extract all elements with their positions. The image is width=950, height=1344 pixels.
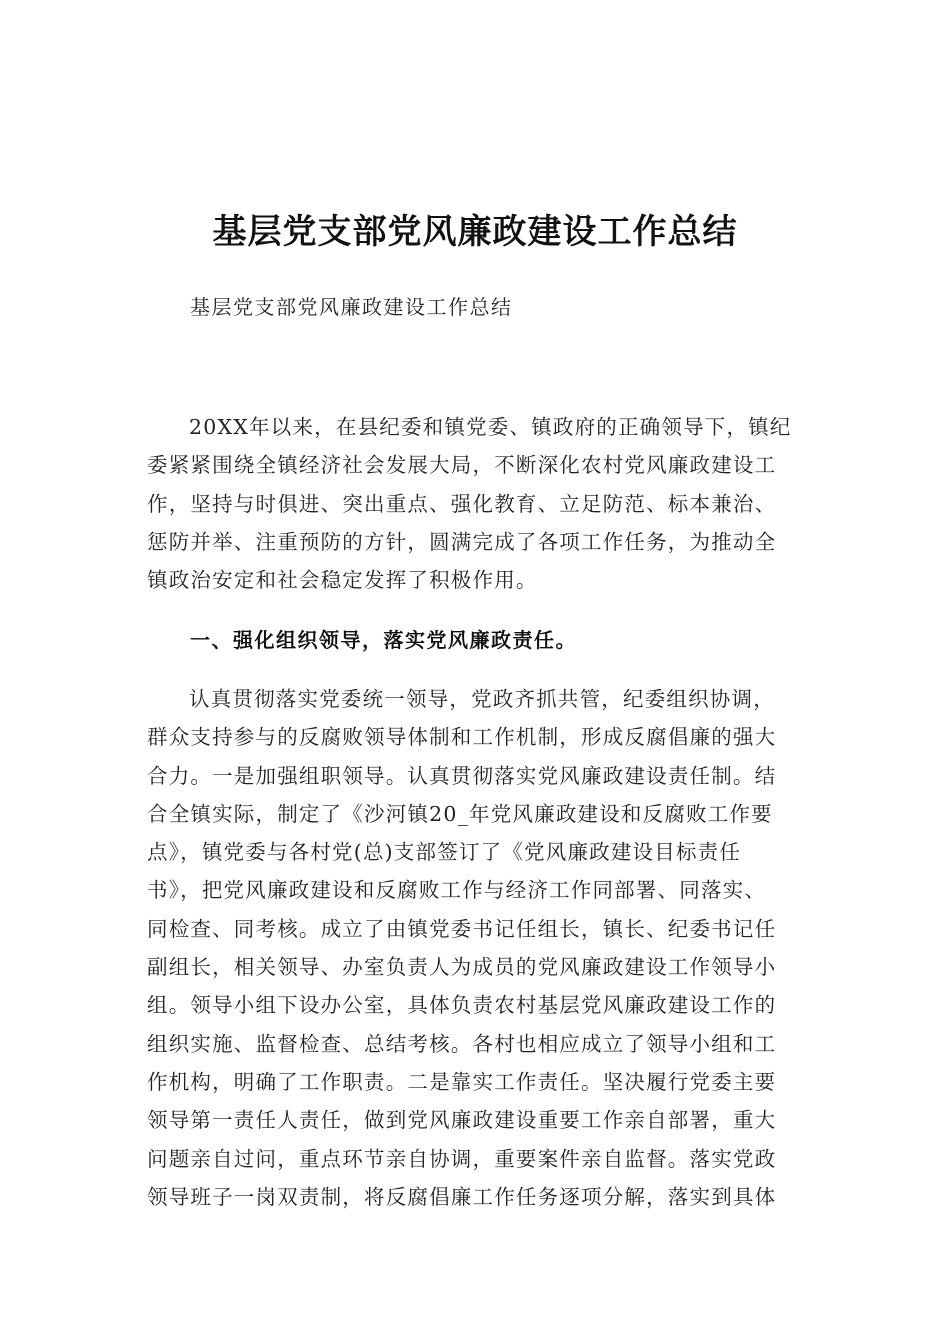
paragraph-line: 点》，镇党委与各村党(总)支部签订了《党风廉政建设目标责任 [147, 840, 742, 865]
paragraph-line: 问题亲自过问，重点环节亲自协调，重要案件亲自监督。落实党政 [147, 1146, 777, 1171]
paragraph-line: 组织实施、监督检查、总结考核。各村也相应成立了领导小组和工 [147, 1031, 777, 1056]
paragraph-line: 组。领导小组下设办公室，具体负责农村基层党风廉政建设工作的 [147, 993, 777, 1018]
paragraph-line: 同检查、同考核。成立了由镇党委书记任组长，镇长、纪委书记任 [147, 916, 777, 941]
section-paragraph [147, 680, 799, 1216]
paragraph-line: 镇政治安定和社会稳定发挥了积极作用。 [147, 568, 538, 593]
paragraph-line: 副组长，相关领导、办室负责人为成员的党风廉政建设工作领导小 [147, 955, 777, 980]
paragraph-line: 作机构，明确了工作职责。二是靠实工作责任。坚决履行党委主要 [147, 1069, 777, 1094]
paragraph-line: 认真贯彻落实党委统一领导，党政齐抓共管，纪委组织协调， [189, 687, 775, 711]
paragraph-line: 惩防并举、注重预防的方针，圆满完成了各项工作任务，为推动全 [147, 529, 777, 554]
intro-paragraph [147, 408, 799, 599]
document-title: 基层党支部党风廉政建设工作总结 [212, 212, 738, 252]
paragraph-line: 领导班子一岗双责制，将反腐倡廉工作任务逐项分解，落实到具体 [147, 1184, 777, 1209]
document-subtitle: 基层党支部党风廉政建设工作总结 [190, 295, 513, 319]
paragraph-line: 领导第一责任人责任，做到党风廉政建设重要工作亲自部署，重大 [147, 1108, 777, 1133]
paragraph-line: 合全镇实际，制定了《沙河镇20_年党风廉政建设和反腐败工作要 [147, 801, 773, 826]
paragraph-line: 书》，把党风廉政建设和反腐败工作与经济工作同部署、同落实、 [147, 878, 767, 903]
paragraph-line: 作，坚持与时俱进、突出重点、强化教育、立足防范、标本兼治、 [147, 491, 777, 516]
paragraph-line: 委紧紧围绕全镇经济社会发展大局，不断深化农村党风廉政建设工 [147, 453, 777, 478]
section-heading: 一、强化组织领导，落实党风廉政责任。 [190, 628, 577, 652]
paragraph-line: 合力。一是加强组职领导。认真贯彻落实党风廉政建设责任制。结 [147, 763, 777, 788]
paragraph-line: 20XX年以来，在县纪委和镇党委、镇政府的正确领导下，镇纪 [189, 415, 792, 439]
paragraph-line: 群众支持参与的反腐败领导体制和工作机制，形成反腐倡廉的强大 [147, 725, 777, 750]
